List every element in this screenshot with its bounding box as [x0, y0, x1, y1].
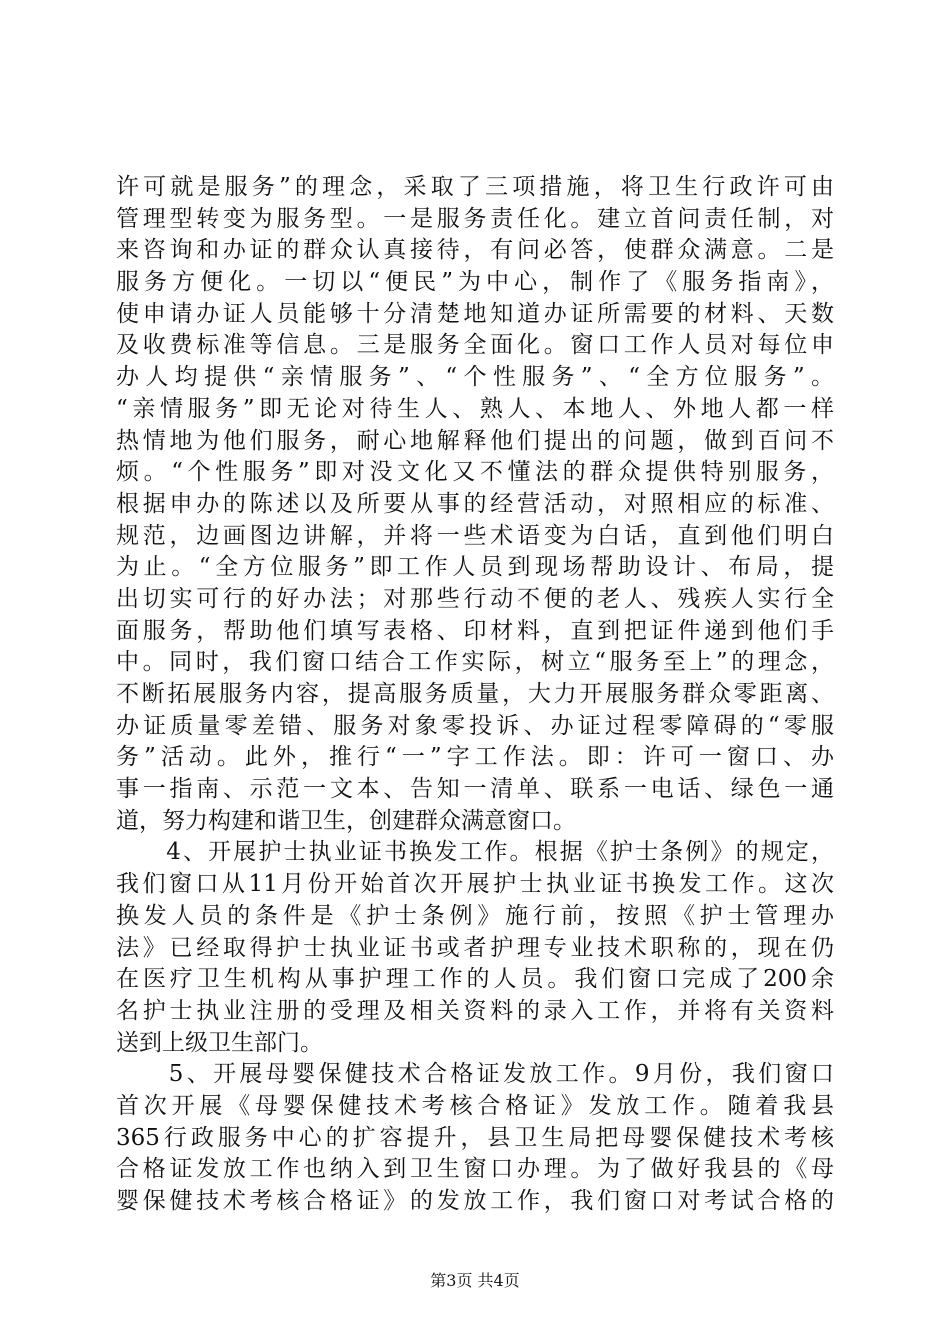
text-line: 换发人员的条件是《护士条例》施行前，按照《护士管理办 — [116, 902, 834, 929]
text-line: 面服务，帮助他们填写表格、印材料，直到把证件递到他们手 — [116, 617, 834, 644]
text-line: 送到上级卫生部门。 — [116, 1029, 323, 1056]
text-line: 合格证发放工作也纳入到卫生窗口办理。为了做好我县的《母 — [116, 1156, 834, 1183]
text-line: 办人均提供“亲情服务”、“个性服务”、“全方位服务”。 — [116, 364, 834, 391]
text-line: 我们窗口从11月份开始首次开展护士执业证书换发工作。这次 — [116, 871, 834, 898]
text-line: 婴保健技术考核合格证》的发放工作，我们窗口对考试合格的 — [116, 1188, 834, 1214]
text-line: 为止。“全方位服务”即工作人员到现场帮助设计、布局，提 — [116, 554, 834, 581]
text-line: 及收费标准等信息。三是服务全面化。窗口工作人员对每位申 — [116, 332, 834, 359]
text-line: 5、开展母婴保健技术合格证发放工作。9月份，我们窗口 — [116, 1061, 834, 1088]
text-line: 法》已经取得护士执业证书或者护理专业技术职称的，现在仍 — [116, 934, 834, 961]
text-line: 烦。“个性服务”即对没文化又不懂法的群众提供特别服务， — [116, 459, 834, 486]
text-line: 来咨询和办证的群众认真接待，有问必答，使群众满意。二是 — [116, 237, 834, 264]
text-line: 事一指南、示范一文本、告知一清单、联系一电话、绿色一通 — [116, 776, 834, 803]
text-line: 首次开展《母婴保健技术考核合格证》发放工作。随着我县 — [116, 1092, 834, 1119]
text-line: 出切实可行的好办法；对那些行动不便的老人、残疾人实行全 — [116, 585, 834, 612]
text-line: 道，努力构建和谐卫生，创建群众满意窗口。 — [116, 807, 576, 834]
text-line: 务”活动。此外，推行“一”字工作法。即：许可一窗口、办 — [116, 744, 834, 771]
text-line: 办证质量零差错、服务对象零投诉、办证过程零障碍的“零服 — [116, 712, 834, 739]
text-line: 4、开展护士执业证书换发工作。根据《护士条例》的规定， — [116, 839, 834, 866]
text-line: 服务方便化。一切以“便民”为中心，制作了《服务指南》， — [116, 269, 834, 296]
page-number-footer: 第3页 共4页 — [430, 1271, 520, 1290]
text-line: “亲情服务”即无论对待生人、熟人、本地人、外地人都一样 — [116, 395, 834, 422]
text-line: 使申请办证人员能够十分清楚地知道办证所需要的材料、天数 — [116, 300, 834, 327]
text-line: 在医疗卫生机构从事护理工作的人员。我们窗口完成了200余 — [116, 966, 834, 993]
text-line: 热情地为他们服务，耐心地解释他们提出的问题，做到百问不 — [116, 427, 834, 454]
text-line: 许可就是服务”的理念，采取了三项措施，将卫生行政许可由 — [116, 174, 834, 200]
text-line: 管理型转变为服务型。一是服务责任化。建立首问责任制，对 — [116, 205, 834, 232]
text-line: 根据申办的陈述以及所要从事的经营活动，对照相应的标准、 — [116, 490, 834, 517]
body-text — [116, 172, 834, 1218]
text-line: 名护士执业注册的受理及相关资料的录入工作，并将有关资料 — [116, 997, 834, 1024]
text-line: 规范，边画图边讲解，并将一些术语变为白话，直到他们明白 — [116, 522, 834, 549]
text-line: 365行政服务中心的扩容提升，县卫生局把母婴保健技术考核 — [116, 1124, 834, 1151]
text-line: 不断拓展服务内容，提高服务质量，大力开展服务群众零距离、 — [116, 681, 834, 707]
text-line: 中。同时，我们窗口结合工作实际，树立“服务至上”的理念， — [116, 649, 834, 676]
